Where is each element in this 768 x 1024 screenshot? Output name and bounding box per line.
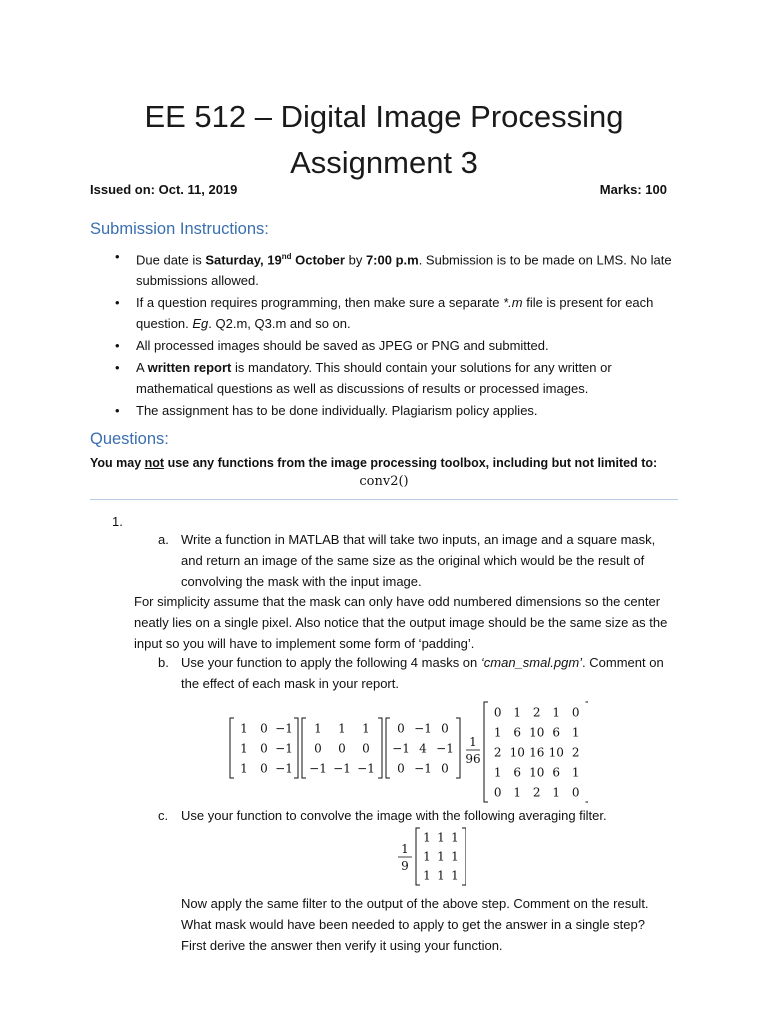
bullet-icon: • [115,295,120,311]
part-text [181,652,678,694]
bullet-text: is mandatory. This should contain your solutions for any written or mathematical questions as well as discussions of results or processed images. [136,360,612,397]
matrix-cell: 10 [529,725,545,740]
bullet-icon: • [115,360,120,376]
matrix-cell: 10 [529,765,545,780]
bracket-right [294,718,298,778]
title-line-1: EE 512 – Digital Image Processing [144,99,624,134]
matrix-cell: 0 [441,721,449,736]
due-month: October [291,252,345,268]
matrix-cell: −1 [275,741,293,756]
matrix-cell: 0 [493,785,502,800]
matrix-cell: −1 [333,761,351,776]
list-item [112,400,672,421]
submission-heading: Submission Instructions: [90,220,269,238]
bracket-left [302,718,306,778]
averaging-mask [416,828,466,885]
part-text-post: . Comment on the effect of each mask in your report. [181,655,664,691]
scale-numerator: 1 [469,735,477,749]
due-date: Saturday, 19 [205,252,282,268]
matrix-cell: −1 [414,761,432,776]
matrix-cell: 1 [437,849,445,864]
scale-denominator: 9 [401,859,409,873]
mask-2 [302,718,382,778]
averaging-scale [398,842,412,873]
matrix-cell: 0 [441,761,449,776]
conv2-function: conv2() [359,474,409,489]
date-suffix: nd [281,252,292,261]
matrix-cell: 16 [529,745,545,760]
due-time: 7:00 p.m [365,252,419,268]
bullet-text: A [136,360,148,376]
issued-date: Issued on: Oct. 11, 2019 [90,182,238,197]
bullet-text: Due date is [136,252,206,268]
bullet-text: by [344,252,366,268]
bracket-right [462,828,466,885]
matrix-cell: 0 [314,741,322,756]
written-report: written report [147,360,232,376]
matrix-cell: 0 [362,741,370,756]
matrix-cell: 0 [260,741,268,756]
matrix-cell: 2 [532,705,541,720]
matrix-cell: 1 [451,849,459,864]
part-label: b. [158,655,169,670]
toolbox-warning [90,456,657,470]
matrix-cell: 6 [552,725,561,740]
bracket-left [484,702,488,802]
matrix-cell: 0 [571,785,580,800]
matrix-cell: −1 [392,741,410,756]
warning-not: not [144,456,165,470]
matrix-cell: 2 [532,785,541,800]
list-item [112,246,672,291]
matrix-cell: 1 [513,785,522,800]
matrix-cell: −1 [436,741,454,756]
matrix-cell: 0 [493,705,502,720]
bullet-text: . Submission is to be made on LMS. No late submissions allowed. [136,252,672,289]
matrix-cell: 1 [552,785,561,800]
matrix-cell: 1 [423,830,431,845]
bracket-left [386,718,390,778]
simplicity-paragraph: For simplicity assume that the mask can only have odd numbered dimensions so the center neatly lies on a single pixel. Also notice that the output image should be the same size as the input so you will have to implement some form of ‘padding’. [134,594,668,651]
matrix-cell: 4 [419,741,427,756]
matrix-cell: 1 [571,725,580,740]
matrix-cell: 0 [571,705,580,720]
matrix-cell: 0 [397,761,405,776]
file-ext: *.m [503,295,523,311]
submission-list [112,246,672,422]
matrix-cell: 1 [240,761,248,776]
matrix-cell: −1 [275,761,293,776]
matrix-cell: 10 [548,745,564,760]
questions-heading: Questions: [90,430,169,448]
matrix-cell: 1 [493,725,502,740]
mask-3 [386,718,460,778]
bracket-left [416,828,420,885]
part-text-pre: Use your function to apply the following 4 masks on [181,655,481,670]
bracket-right [456,718,460,778]
part-text: Use your function to convolve the image with the following averaging filter. [181,808,607,823]
part-a [158,529,678,592]
matrix-cell: 0 [338,741,346,756]
bullet-text: file is present for each question. [136,295,654,332]
matrix-cell: 10 [509,745,525,760]
matrix-cell: 6 [513,725,522,740]
matrix-cell: 2 [493,745,502,760]
part-b [158,652,678,694]
matrix-cell: 0 [397,721,405,736]
averaging-filter [396,826,466,888]
bullet-text: . Q2.m, Q3.m and so on. [208,316,351,332]
matrix-cell: 1 [362,721,370,736]
matrix-cell: 1 [571,765,580,780]
warning-text: use any functions from the image processing toolbox, including but not limited to: [164,456,658,470]
bullet-text: The assignment has to be done individually. Plagiarism policy applies. [136,403,538,419]
part-label: c. [158,808,169,823]
matrix-cell: 0 [260,761,268,776]
matrix-cell: 1 [493,765,502,780]
bracket-right [586,702,589,802]
matrix-cell: 6 [552,765,561,780]
bullet-text: All processed images should be saved as JPEG or PNG and submitted. [136,338,549,354]
masks-row [228,700,588,804]
bracket-left [230,718,234,778]
marks: Marks: 100 [599,182,667,197]
bullet-icon: • [115,338,120,354]
matrix-cell: 1 [423,868,431,883]
matrix-cell: −1 [357,761,375,776]
section-divider [90,499,678,500]
mask-4 [484,702,588,802]
matrix-cell: 6 [513,765,522,780]
warning-text: You may [90,456,145,470]
scale-denominator: 96 [465,752,481,766]
file-name: ‘cman_smal.pgm’ [480,655,583,670]
part-text: Write a function in MATLAB that will take two inputs, an image and a square mask, and return an image of the same size as the original which would be the result of convolving the mask with the input image. [181,532,656,589]
matrix-cell: 1 [314,721,322,736]
matrix-cell: 1 [437,868,445,883]
bullet-icon: • [115,403,120,419]
list-item [112,292,672,334]
list-item [112,335,672,356]
matrix-cell: 1 [240,741,248,756]
mask-4-scale [465,735,480,766]
follow-up-paragraph: Now apply the same filter to the output of the above step. Comment on the result. What mask would have been needed to apply to get the answer in a single step? First derive the answer then verify it using your function. [181,896,649,953]
part-c [158,805,678,826]
matrix-cell: 1 [240,721,248,736]
matrix-cell: 2 [571,745,580,760]
title-line-2: Assignment 3 [290,145,478,180]
matrix-cell: 1 [338,721,346,736]
matrix-cell: 1 [437,830,445,845]
matrix-cell: 1 [451,868,459,883]
matrix-cell: −1 [275,721,293,736]
matrix-cell: 1 [451,830,459,845]
list-item [112,357,672,399]
matrix-cell: 1 [552,705,561,720]
bullet-icon: • [115,249,120,264]
bullet-text: If a question requires programming, then make sure a separate [136,295,504,311]
matrix-cell: 1 [423,849,431,864]
matrix-cell: 0 [260,721,268,736]
matrix-cell: 1 [513,705,522,720]
matrix-cell: −1 [414,721,432,736]
scale-numerator: 1 [401,842,409,856]
mask-1 [230,718,298,778]
bracket-right [378,718,382,778]
matrix-cell: −1 [309,761,327,776]
eg-text: Eg [192,316,209,332]
question-number: 1. [112,514,123,529]
part-label: a. [158,532,169,547]
